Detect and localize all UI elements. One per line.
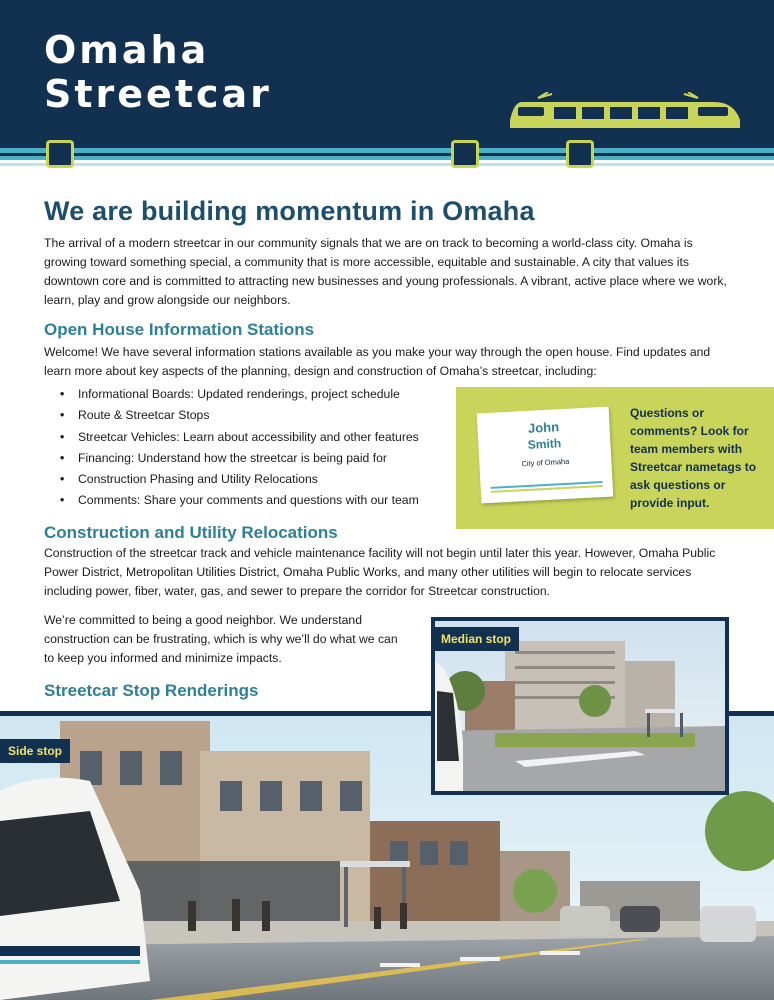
header-stripe — [0, 163, 774, 166]
nametag-graphic — [477, 407, 614, 504]
list-item: • Route & Streetcar Stops — [60, 405, 419, 426]
nametag-callout-text: Questions or comments? Look for team members with Streetcar nametags to ask questions or provide input. — [630, 406, 757, 510]
logo-line-1: Omaha — [44, 28, 210, 72]
nametag-last-name: Smith — [527, 436, 562, 452]
header-stripe — [0, 156, 774, 160]
list-item: • Informational Boards: Updated renderings, project schedule — [60, 384, 419, 405]
header-stripe — [0, 148, 774, 153]
list-item: • Streetcar Vehicles: Learn about accessibility and other features — [60, 427, 419, 448]
header-banner — [0, 0, 774, 160]
intro-paragraph: The arrival of a modern streetcar in our community signals that we are on track to becoming a world-class city. Omaha is growing toward something special, a community that is more accessible, equitable and sustainable. A city that values its downtown core and is committed to attracting new businesses and young professionals. A vibrant, active place where we work, learn, play and grow alongside our neighbors. — [44, 236, 727, 307]
construction-paragraph: Construction of the streetcar track and vehicle maintenance facility will not begin until later this year. However, Omaha Public Power District, Metropolitan Utilities District, Omaha Public Works, and many other utilities will begin to relocate services including power, fiber, water, gas, and sewer to prepare the corridor for Streetcar construction. — [44, 546, 716, 598]
list-item: • Financing: Understand how the streetcar is being paid for — [60, 448, 419, 469]
open-house-paragraph: Welcome! We have several information stations available as you make your way through the open house. Find updates and learn more about key aspects of the planning, design and construction of Omaha’s streetcar, including: — [44, 345, 711, 378]
section-title-open-house: Open House Information Stations — [44, 320, 315, 339]
track-stop-square — [566, 140, 594, 168]
track-stop-square — [451, 140, 479, 168]
section-title-construction: Construction and Utility Relocations — [44, 523, 338, 542]
page-headline: We are building momentum in Omaha — [44, 196, 535, 226]
logo-line-2: Streetcar — [44, 72, 272, 116]
median-stop-label: Median stop — [433, 627, 519, 651]
good-neighbor-paragraph: We’re committed to being a good neighbor. We understand construction can be frustrating, which is why we’ll do what we can to keep you informed and minimize impacts. — [44, 613, 398, 665]
side-stop-label: Side stop — [0, 739, 70, 763]
track-stop-square — [46, 140, 74, 168]
omaha-streetcar-logo — [44, 28, 272, 116]
list-item: • Comments: Share your comments and questions with our team — [60, 490, 419, 511]
section-title-renderings: Streetcar Stop Renderings — [44, 681, 259, 700]
nametag-organization: City of Omaha — [521, 456, 570, 469]
nametag-first-name: John — [527, 419, 560, 436]
list-item: • Construction Phasing and Utility Relocations — [60, 469, 419, 490]
streetcar-icon — [508, 92, 742, 132]
info-stations-list — [60, 384, 419, 512]
